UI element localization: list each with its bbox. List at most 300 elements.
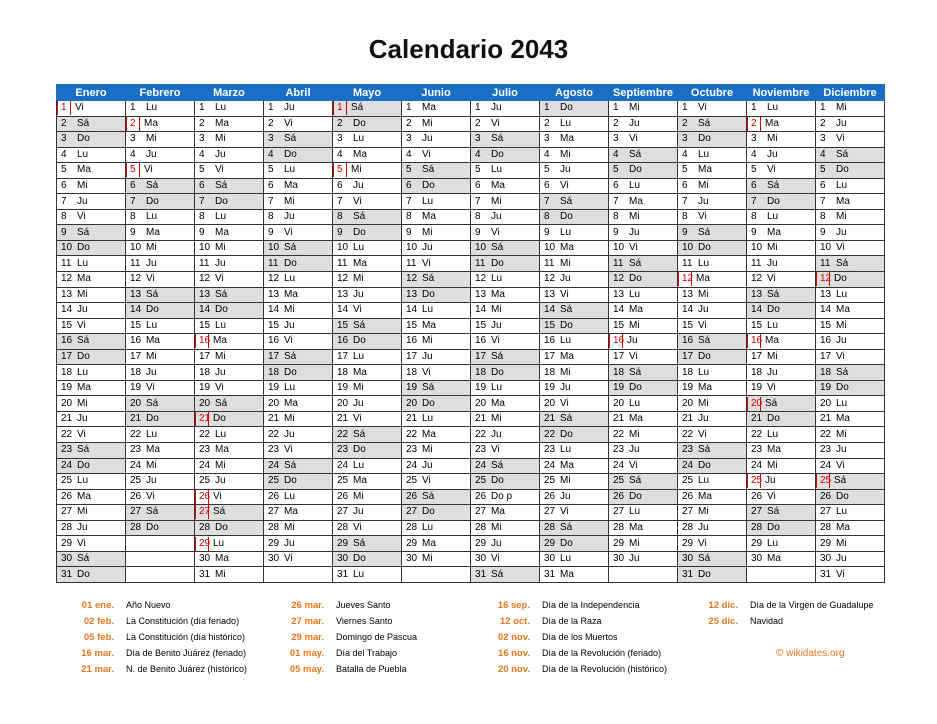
holiday-date: 20 nov. xyxy=(497,664,530,675)
day-number: 26 xyxy=(337,490,349,502)
day-cell xyxy=(540,349,609,365)
day-cell xyxy=(471,458,540,474)
day-cell xyxy=(471,489,540,505)
day-cell xyxy=(264,489,333,505)
weekday-label: Lu xyxy=(629,506,641,518)
day-cell xyxy=(264,411,333,427)
day-cell xyxy=(471,365,540,381)
weekday-label: Ju xyxy=(284,211,295,223)
day-cell xyxy=(540,209,609,225)
weekday-label: Ju xyxy=(629,553,640,565)
weekday-label: Ju xyxy=(77,413,88,425)
day-number: 8 xyxy=(751,211,757,223)
day-cell xyxy=(471,116,540,132)
day-cell xyxy=(816,163,885,179)
day-number: 18 xyxy=(61,366,73,378)
day-row xyxy=(57,396,885,412)
day-number: 15 xyxy=(544,319,556,331)
day-number: 12 xyxy=(406,273,418,285)
day-cell xyxy=(333,536,402,552)
day-number: 11 xyxy=(613,257,624,269)
day-number: 13 xyxy=(820,288,832,300)
day-cell xyxy=(609,520,678,536)
day-cell xyxy=(609,240,678,256)
weekday-label: Do xyxy=(284,148,297,160)
weekday-label: Mi xyxy=(698,506,709,518)
day-row xyxy=(57,474,885,490)
weekday-label: Do xyxy=(77,568,90,580)
weekday-label: Mi xyxy=(629,537,640,549)
weekday-label: Sá xyxy=(491,351,504,363)
day-cell xyxy=(402,209,471,225)
weekday-label: Mi xyxy=(698,180,709,191)
day-cell xyxy=(333,147,402,163)
day-cell xyxy=(57,334,126,350)
day-number: 9 xyxy=(820,226,826,238)
weekday-label: Lu xyxy=(491,382,503,394)
day-cell xyxy=(333,567,402,583)
day-cell xyxy=(126,147,195,163)
weekday-label: Ma xyxy=(284,397,298,409)
day-cell xyxy=(540,474,609,490)
day-number: 2 xyxy=(337,117,343,129)
weekday-label: Ju xyxy=(284,428,295,440)
day-cell xyxy=(540,318,609,334)
weekday-label: Vi xyxy=(284,335,293,347)
day-cell xyxy=(471,536,540,552)
day-cell xyxy=(609,349,678,365)
weekday-label: Sá xyxy=(491,242,504,254)
day-number: 8 xyxy=(199,211,205,223)
weekday-label: Sá xyxy=(146,288,159,300)
day-number: 22 xyxy=(61,428,73,440)
day-number: 16 xyxy=(682,335,694,347)
day-number: 14 xyxy=(337,304,349,316)
day-cell xyxy=(471,396,540,412)
weekday-label: Mi xyxy=(767,459,778,471)
day-cell xyxy=(816,116,885,132)
weekday-label: Vi xyxy=(491,553,500,565)
day-number: 8 xyxy=(406,211,412,223)
day-cell xyxy=(195,163,264,179)
day-number: 1 xyxy=(406,102,412,114)
day-number: 27 xyxy=(544,506,556,518)
credit-link[interactable]: © wikidates.org xyxy=(776,648,845,659)
day-number: 27 xyxy=(475,506,487,518)
day-number: 11 xyxy=(199,257,210,269)
day-number: 10 xyxy=(475,242,487,254)
day-number: 8 xyxy=(268,211,274,223)
weekday-label: Do xyxy=(629,164,642,176)
day-number: 28 xyxy=(751,522,763,534)
day-number: 15 xyxy=(268,319,280,331)
weekday-label: Mi xyxy=(77,397,88,409)
day-number: 9 xyxy=(682,226,688,238)
weekday-label: Ju xyxy=(765,475,776,487)
day-cell xyxy=(195,536,264,552)
weekday-label: Vi xyxy=(146,382,155,394)
day-number: 14 xyxy=(199,304,211,316)
day-number: 24 xyxy=(61,459,73,471)
day-number: 2 xyxy=(199,117,205,129)
day-number: 28 xyxy=(544,522,556,534)
day-cell xyxy=(195,411,264,427)
day-cell xyxy=(402,287,471,303)
weekday-label: Lu xyxy=(284,164,296,176)
day-number: 16 xyxy=(61,335,73,347)
day-cell xyxy=(678,458,747,474)
day-cell xyxy=(609,101,678,117)
day-cell xyxy=(816,147,885,163)
day-number: 7 xyxy=(61,195,67,207)
day-cell xyxy=(816,458,885,474)
day-cell xyxy=(609,132,678,148)
weekday-label: Vi xyxy=(422,475,431,487)
day-cell xyxy=(333,334,402,350)
weekday-label: Vi xyxy=(836,459,845,471)
weekday-label: Lu xyxy=(146,428,158,440)
weekday-label: Ma xyxy=(77,273,91,285)
weekday-label: Sá xyxy=(560,304,573,316)
day-cell xyxy=(678,567,747,583)
weekday-label: Ju xyxy=(146,475,157,487)
holiday-row xyxy=(56,600,886,616)
weekday-label: Lu xyxy=(422,195,434,207)
day-number: 8 xyxy=(544,211,550,223)
holiday-date: 29 mar. xyxy=(291,632,324,643)
day-cell xyxy=(195,396,264,412)
day-number: 13 xyxy=(61,288,73,300)
empty-cell xyxy=(126,536,195,552)
holiday-name: Batalla de Puebla xyxy=(336,664,407,674)
weekday-label: Do xyxy=(767,413,780,425)
day-cell xyxy=(816,505,885,521)
weekday-label: Lu xyxy=(146,211,158,223)
day-cell xyxy=(747,132,816,148)
day-cell xyxy=(333,225,402,241)
weekday-label: Ma xyxy=(836,304,850,316)
weekday-label: Do xyxy=(560,319,573,331)
holiday-item xyxy=(266,600,391,611)
day-cell xyxy=(402,474,471,490)
day-number: 22 xyxy=(406,428,418,440)
day-cell xyxy=(402,411,471,427)
day-number: 27 xyxy=(61,506,73,518)
day-cell xyxy=(816,489,885,505)
day-cell xyxy=(471,194,540,210)
weekday-label: Sá xyxy=(765,397,778,409)
day-cell xyxy=(195,380,264,396)
weekday-label: Vi xyxy=(284,117,293,129)
weekday-label: Do xyxy=(353,335,366,347)
day-cell xyxy=(609,225,678,241)
day-cell xyxy=(747,427,816,443)
day-cell xyxy=(57,147,126,163)
day-number: 10 xyxy=(199,242,211,254)
day-number: 3 xyxy=(199,133,205,145)
weekday-label: Ju xyxy=(836,335,847,347)
weekday-label: Vi xyxy=(767,164,776,176)
holiday-date: 01 ene. xyxy=(81,600,114,611)
weekday-label: Do xyxy=(146,413,159,425)
day-number: 7 xyxy=(820,195,826,207)
day-number: 19 xyxy=(613,382,625,394)
month-header: Abril xyxy=(264,85,333,101)
weekday-label: Sá xyxy=(767,506,780,518)
weekday-label: Do xyxy=(629,273,642,285)
day-number: 26 xyxy=(751,490,763,502)
day-cell xyxy=(609,505,678,521)
weekday-label: Lu xyxy=(353,459,365,471)
day-cell xyxy=(747,551,816,567)
weekday-label: Lu xyxy=(560,444,572,456)
weekday-label: Ju xyxy=(284,319,295,331)
day-cell xyxy=(333,505,402,521)
day-row xyxy=(57,380,885,396)
day-number: 20 xyxy=(406,397,418,409)
day-number: 21 xyxy=(751,413,763,425)
day-number: 9 xyxy=(199,226,205,238)
weekday-label: Do xyxy=(353,226,366,238)
holiday-date: 05 may. xyxy=(289,664,324,675)
day-cell xyxy=(195,505,264,521)
month-header: Agosto xyxy=(540,85,609,101)
day-cell xyxy=(264,427,333,443)
day-number: 16 xyxy=(544,335,556,347)
day-cell xyxy=(747,303,816,319)
day-cell xyxy=(816,396,885,412)
day-number: 7 xyxy=(613,195,619,207)
day-number: 13 xyxy=(406,288,418,300)
weekday-label: Sá xyxy=(767,288,780,300)
day-number: 26 xyxy=(195,490,209,504)
day-number: 5 xyxy=(613,164,619,176)
day-cell xyxy=(609,147,678,163)
day-number: 20 xyxy=(268,397,280,409)
day-number: 28 xyxy=(130,522,142,534)
day-cell xyxy=(126,272,195,288)
day-number: 6 xyxy=(61,180,67,191)
day-number: 17 xyxy=(475,351,487,363)
weekday-label: Lu xyxy=(767,428,779,440)
day-number: 23 xyxy=(820,444,832,456)
day-row xyxy=(57,349,885,365)
day-cell xyxy=(816,272,885,288)
day-number: 29 xyxy=(820,537,832,549)
holiday-item xyxy=(472,600,640,611)
day-cell xyxy=(402,194,471,210)
day-number: 17 xyxy=(268,351,280,363)
weekday-label: Mi xyxy=(491,413,502,425)
weekday-label: Do xyxy=(698,459,711,471)
weekday-label: Sá xyxy=(629,257,642,269)
day-number: 10 xyxy=(751,242,763,254)
day-number: 29 xyxy=(682,537,694,549)
day-number: 25 xyxy=(816,474,830,488)
day-cell xyxy=(609,334,678,350)
day-number: 24 xyxy=(337,459,349,471)
day-cell xyxy=(609,318,678,334)
weekday-label: Sá xyxy=(146,180,159,191)
day-number: 14 xyxy=(406,304,418,316)
day-number: 31 xyxy=(544,568,556,580)
day-cell xyxy=(126,194,195,210)
weekday-label: Mi xyxy=(491,195,502,207)
weekday-label: Mi xyxy=(77,288,88,300)
weekday-label: Vi xyxy=(77,211,86,223)
day-cell xyxy=(747,380,816,396)
day-number: 17 xyxy=(130,351,142,363)
day-number: 12 xyxy=(268,273,280,285)
weekday-label: Do xyxy=(836,382,849,394)
day-cell xyxy=(678,536,747,552)
weekday-label: Ma xyxy=(353,475,367,487)
day-number: 30 xyxy=(61,553,73,565)
day-cell xyxy=(264,443,333,459)
weekday-label: Sá xyxy=(284,459,297,471)
day-number: 16 xyxy=(747,334,761,348)
weekday-label: Do xyxy=(77,459,90,471)
weekday-label: Sá xyxy=(629,366,642,378)
day-cell xyxy=(471,225,540,241)
day-cell xyxy=(816,132,885,148)
day-cell xyxy=(402,396,471,412)
day-cell xyxy=(609,163,678,179)
weekday-label: Sá xyxy=(836,257,849,269)
day-cell xyxy=(816,303,885,319)
day-cell xyxy=(57,427,126,443)
day-cell xyxy=(195,443,264,459)
weekday-label: Vi xyxy=(284,553,293,565)
day-number: 1 xyxy=(544,102,550,114)
day-row xyxy=(57,520,885,536)
day-number: 12 xyxy=(613,273,625,285)
day-cell xyxy=(609,411,678,427)
day-cell xyxy=(57,396,126,412)
holiday-item xyxy=(56,600,171,611)
day-cell xyxy=(402,116,471,132)
day-cell xyxy=(471,272,540,288)
weekday-label: Sá xyxy=(629,475,642,487)
day-number: 2 xyxy=(61,117,67,129)
day-number: 2 xyxy=(406,117,412,129)
weekday-label: Ma xyxy=(284,180,298,191)
weekday-label: Do xyxy=(560,102,573,114)
weekday-label: Ju xyxy=(629,444,640,456)
weekday-label: Mi xyxy=(284,195,295,207)
weekday-label: Vi xyxy=(629,459,638,471)
day-number: 13 xyxy=(613,288,625,300)
weekday-label: Vi xyxy=(560,506,569,518)
day-number: 30 xyxy=(613,553,625,565)
holiday-name: La Constitución (día histórico) xyxy=(126,632,246,642)
weekday-label: Ju xyxy=(422,351,433,363)
day-number: 30 xyxy=(475,553,487,565)
day-number: 14 xyxy=(820,304,832,316)
day-number: 23 xyxy=(751,444,763,456)
day-number: 13 xyxy=(475,288,487,300)
weekday-label: Ju xyxy=(353,506,364,518)
day-cell xyxy=(57,178,126,194)
weekday-label: Ju xyxy=(284,102,295,114)
day-number: 6 xyxy=(751,180,757,191)
weekday-label: Lu xyxy=(422,304,434,316)
day-cell xyxy=(126,209,195,225)
weekday-label: Do xyxy=(422,180,435,191)
weekday-label: Ma xyxy=(629,522,643,534)
weekday-label: Lu xyxy=(215,428,227,440)
day-number: 3 xyxy=(406,133,412,145)
weekday-label: Ju xyxy=(353,288,364,300)
day-cell xyxy=(57,551,126,567)
weekday-label: Do xyxy=(353,553,366,565)
day-number: 6 xyxy=(682,180,688,191)
day-cell xyxy=(126,256,195,272)
weekday-label: Do xyxy=(215,195,228,207)
day-number: 6 xyxy=(337,180,343,191)
day-number: 16 xyxy=(195,334,209,348)
day-cell xyxy=(126,132,195,148)
day-cell xyxy=(540,132,609,148)
day-cell xyxy=(471,303,540,319)
day-number: 24 xyxy=(544,459,556,471)
weekday-label: Ma xyxy=(560,351,574,363)
day-number: 21 xyxy=(61,413,73,425)
day-cell xyxy=(678,349,747,365)
day-cell xyxy=(816,256,885,272)
day-cell xyxy=(678,520,747,536)
day-row xyxy=(57,458,885,474)
weekday-label: Sá xyxy=(767,180,780,191)
day-number: 3 xyxy=(544,133,550,145)
day-cell xyxy=(264,474,333,490)
weekday-label: Mi xyxy=(146,459,157,471)
weekday-label: Ma xyxy=(491,288,505,300)
day-cell xyxy=(747,474,816,490)
day-number: 26 xyxy=(61,490,73,502)
day-cell xyxy=(747,116,816,132)
day-number: 7 xyxy=(475,195,481,207)
weekday-label: Do xyxy=(560,428,573,440)
weekday-label: Lu xyxy=(491,164,503,176)
holiday-name: Día de la Revolución (histórico) xyxy=(542,664,668,674)
day-cell xyxy=(333,474,402,490)
day-number: 27 xyxy=(820,506,832,518)
day-number: 22 xyxy=(544,428,556,440)
day-number: 18 xyxy=(751,366,763,378)
weekday-label: Do xyxy=(767,304,780,316)
day-cell xyxy=(816,427,885,443)
day-cell xyxy=(402,365,471,381)
day-number: 8 xyxy=(682,211,688,223)
weekday-label: Ma xyxy=(765,335,779,347)
day-number: 13 xyxy=(682,288,694,300)
weekday-label: Ma xyxy=(836,413,850,425)
day-cell xyxy=(678,116,747,132)
day-number: 14 xyxy=(475,304,487,316)
day-cell xyxy=(264,132,333,148)
day-number: 27 xyxy=(406,506,418,518)
day-cell xyxy=(747,365,816,381)
day-cell xyxy=(816,194,885,210)
weekday-label: Sá xyxy=(834,475,847,487)
month-header: Marzo xyxy=(195,85,264,101)
weekday-label: Vi xyxy=(284,226,293,238)
day-number: 17 xyxy=(406,351,418,363)
weekday-label: Vi xyxy=(213,490,222,502)
holiday-item xyxy=(266,616,392,627)
day-cell xyxy=(471,101,540,117)
